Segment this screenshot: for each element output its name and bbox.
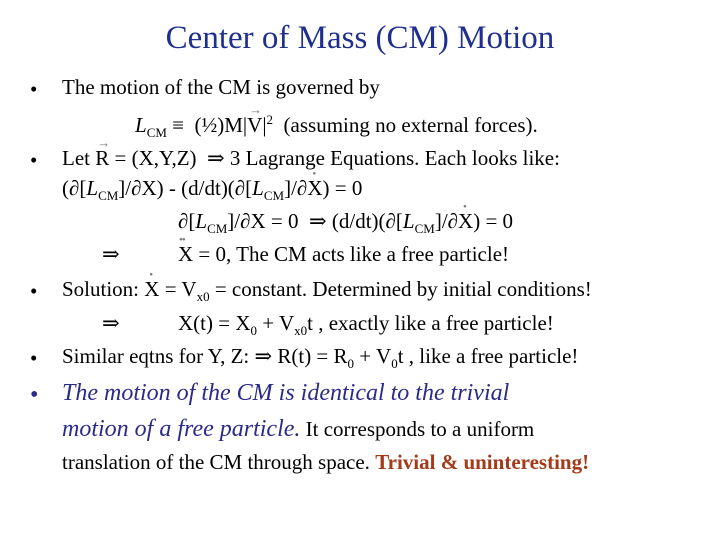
bullet2-text: Let → R = (X,Y,Z) ⇒ 3 Lagrange Equations. Each looks like:: [62, 148, 560, 169]
bullet-marker: •: [30, 382, 39, 408]
bullet-marker: •: [30, 148, 38, 172]
position-solution: $X(t) = X_0 + V_{x0}t$ , exactly like a free particle!: [178, 311, 554, 338]
bullet4-text: Similar eqtns for Y, Z: ⇒ $R(t) = R_0 + V_0t$ , like a free particle!: [62, 344, 579, 371]
partial-derivative-equation: $\partial[L_{CM}]/\partial X = 0$ ⇒ $(d/dt)(\partial[L_{CM}]/\partial•$ X) = 0: [178, 211, 513, 232]
slide-title: Center of Mass (CM) Motion: [165, 20, 555, 56]
lagrange-equation: $(\partial[L_{CM}]/\partial X)$ - $(d/dt)(\partial[L_{CM}]/\partial•$ X) = 0: [62, 178, 362, 199]
implies-symbol: ⇒: [102, 311, 120, 335]
lagrangian-definition: $L_{CM}$ ≡ (½)M|→ $V|^2$ (assuming no external forces).: [135, 115, 538, 136]
bullet-marker: •: [30, 77, 38, 101]
free-particle-equation: •• X = 0, The CM acts like a free particle!: [178, 244, 509, 265]
conclusion-line1: The motion of the CM is identical to the trivial: [62, 380, 510, 406]
conclusion-line3: translation of the CM through space. Trivial & uninteresting!: [62, 450, 590, 474]
conclusion-line2: motion of a free particle. It corresponds to a uniform: [62, 416, 535, 442]
bullet3-text: Solution: • $X = V_{x0}$ = constant. Determined by initial conditions!: [62, 279, 592, 300]
implies-symbol: ⇒: [102, 242, 120, 266]
bullet-marker: •: [30, 279, 38, 303]
bullet1-text: The motion of the CM is governed by: [62, 75, 380, 99]
bullet-marker: •: [30, 346, 38, 370]
